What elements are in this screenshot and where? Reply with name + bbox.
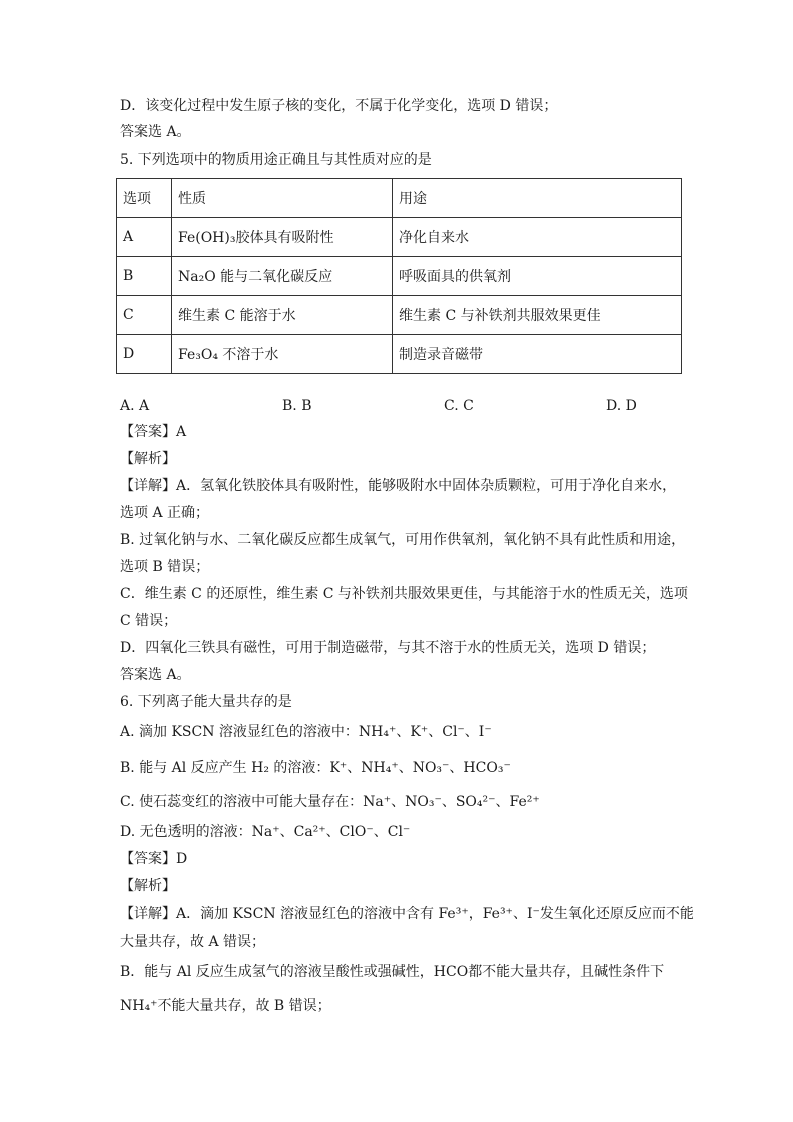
q6-option-b: B. 能与 Al 反应产生 H₂ 的溶液：K⁺、NH₄⁺、NO₃⁻、HCO₃⁻ <box>120 760 511 776</box>
detail-5-line: 【详解】A．氢氧化铁胶体具有吸附性，能够吸附水中固体杂质颗粒，可用于净化自来水， <box>120 478 677 494</box>
detail-6-text: B．能与 Al 反应生成氢气的溶液呈酸性或强碱性，HCO <box>120 964 469 980</box>
table-cell: B <box>117 257 172 296</box>
detail-6-text: 都不能大量共存，且碱性条件下 <box>468 964 665 980</box>
detail-5-line: C 错误； <box>120 613 178 629</box>
table-cell: 维生素 C 能溶于水 <box>172 296 393 335</box>
analysis-5-label: 【解析】 <box>120 451 176 467</box>
table-header-cell: 选项 <box>117 179 172 218</box>
ion-label: NH₄⁺ <box>120 998 158 1014</box>
table-row <box>117 296 682 335</box>
table-cell: Fe₃O₄ 不溶于水 <box>172 335 393 374</box>
detail-6-line <box>120 962 664 982</box>
line-answer-a: 答案选 A。 <box>120 124 191 140</box>
options-table <box>116 178 682 374</box>
choice-b: B. B <box>282 398 312 414</box>
q6-option-d: D. 无色透明的溶液：Na⁺、Ca²⁺、ClO⁻、Cl⁻ <box>120 824 411 840</box>
answer-5: 【答案】A <box>120 424 187 440</box>
choice-d: D. D <box>606 398 637 414</box>
table-header-cell: 用途 <box>393 179 682 218</box>
table-header-cell: 性质 <box>172 179 393 218</box>
table-cell: 呼吸面具的供氧剂 <box>393 257 682 296</box>
table-cell: 制造录音磁带 <box>393 335 682 374</box>
table-cell: Na₂O 能与二氧化碳反应 <box>172 257 393 296</box>
table-row <box>117 335 682 374</box>
table-cell: 净化自来水 <box>393 218 682 257</box>
q6-option-c: C. 使石蕊变红的溶液中可能大量存在：Na⁺、NO₃⁻、SO₄²⁻、Fe²⁺ <box>120 794 540 810</box>
detail-5-line: 答案选 A。 <box>120 667 191 683</box>
detail-5-line: C．维生素 C 的还原性，维生素 C 与补铁剂共服效果更佳，与其能溶于水的性质无关，选项 <box>120 586 688 602</box>
table-header-row <box>117 179 682 218</box>
question-6: 6. 下列离子能大量共存的是 <box>120 694 292 710</box>
table-cell: C <box>117 296 172 335</box>
table-cell: D <box>117 335 172 374</box>
detail-5-line: 选项 A 正确； <box>120 505 210 521</box>
question-5: 5. 下列选项中的物质用途正确且与其性质对应的是 <box>120 152 432 168</box>
table-cell: Fe(OH)₃胶体具有吸附性 <box>172 218 393 257</box>
detail-6-line <box>120 996 331 1016</box>
choice-a: A. A <box>120 398 150 414</box>
answer-6: 【答案】D <box>120 851 188 867</box>
detail-6-line: 【详解】A．滴加 KSCN 溶液显红色的溶液中含有 Fe³⁺，Fe³⁺、I⁻发生氧化还原反应而不能 <box>120 906 694 922</box>
detail-6-text: 不能大量共存，故 B 错误； <box>157 998 331 1014</box>
choice-c: C. C <box>444 398 474 414</box>
table-cell: A <box>117 218 172 257</box>
q6-option-a: A. 滴加 KSCN 溶液显红色的溶液中：NH₄⁺、K⁺、Cl⁻、I⁻ <box>120 724 492 740</box>
table-row <box>117 257 682 296</box>
detail-5-line: 选项 B 错误； <box>120 559 210 575</box>
detail-5-line: D．四氧化三铁具有磁性，可用于制造磁带，与其不溶于水的性质无关，选项 D 错误； <box>120 640 656 656</box>
analysis-6-label: 【解析】 <box>120 878 176 894</box>
detail-6-line: 大量共存，故 A 错误； <box>120 934 266 950</box>
detail-5-line: B. 过氧化钠与水、二氧化碳反应都生成氧气，可用作供氧剂，氧化钠不具有此性质和用途， <box>120 532 686 548</box>
table-cell: 维生素 C 与补铁剂共服效果更佳 <box>393 296 682 335</box>
table-row <box>117 218 682 257</box>
line-d-conclusion: D．该变化过程中发生原子核的变化，不属于化学变化，选项 D 错误； <box>120 98 558 114</box>
